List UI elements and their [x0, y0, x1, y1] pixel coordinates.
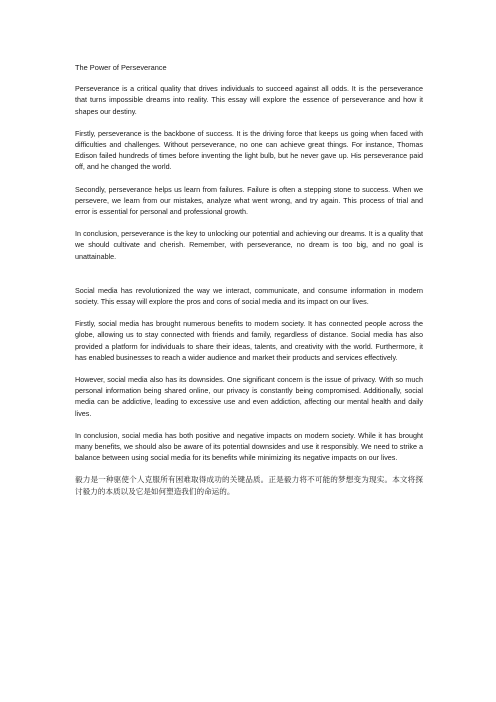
- document-title: The Power of Perseverance: [75, 63, 167, 72]
- essay1-paragraph-1: Perseverance is a critical quality that drives individuals to succeed against all odds. It is the perseverance that turns impossible dreams into reality. This essay will explore the essence of perseverance and how it shapes our destiny.: [75, 84, 423, 116]
- essay1-paragraph-3: Secondly, perseverance helps us learn from failures. Failure is often a stepping stone to success. When we persevere, we learn from our mistakes, analyze what went wrong, and try again. This process of trial and error is essential for personal and professional growth.: [75, 184, 423, 217]
- essay2-paragraph-4: In conclusion, social media has both positive and negative impacts on modern society. While it has brought many benefits, we should also be aware of its potential downsides and use it responsibly. We need to strike a balance between using social media for its benefits while minimizing its negative impacts on our lives.: [75, 430, 423, 463]
- essay2-paragraph-3: However, social media also has its downsides. One significant concern is the issue of privacy. With so much personal information being shared online, our privacy is constantly being compromised. Additionally, social media can be addictive, leading to excessive use and even addiction, affecting our mental health and daily lives.: [75, 375, 423, 418]
- essay2-paragraph-1: Social media has revolutionized the way we interact, communicate, and consume information in modern society. This essay will explore the pros and cons of social media and its impact on our lives.: [75, 285, 423, 307]
- essay2-paragraph-2: Firstly, social media has brought numerous benefits to modern society. It has connected people across the globe, allowing us to stay connected with friends and family, regardless of distance. Social media has also provided a platform for individuals to share their ideas, talents, and creativity with the world. Furthermore, it has enabled businesses to reach a wider audience and market their products and services effectively.: [75, 319, 423, 362]
- section-gap: [75, 273, 423, 285]
- essay1-paragraph-2: Firstly, perseverance is the backbone of success. It is the driving force that keeps us going when faced with difficulties and challenges. Without perseverance, no one can achieve great things. For instance, Thomas Edison failed hundreds of times before inventing the light bulb, but he never gave up. His perseverance paid off, and he changed the world.: [75, 128, 423, 172]
- essay1-paragraph-4: In conclusion, perseverance is the key to unlocking our potential and achieving our dreams. It is a quality that we should cultivate and cherish. Remember, with perseverance, no dream is too big, and no goal is unattainable.: [75, 229, 423, 261]
- document-page: [75, 62, 423, 498]
- chinese-paragraph: 毅力是一种驱使个人克服所有困难取得成功的关键品质。正是毅力将不可能的梦想变为现实。本文将探讨毅力的本质以及它是如何塑造我们的命运的。: [75, 475, 423, 497]
